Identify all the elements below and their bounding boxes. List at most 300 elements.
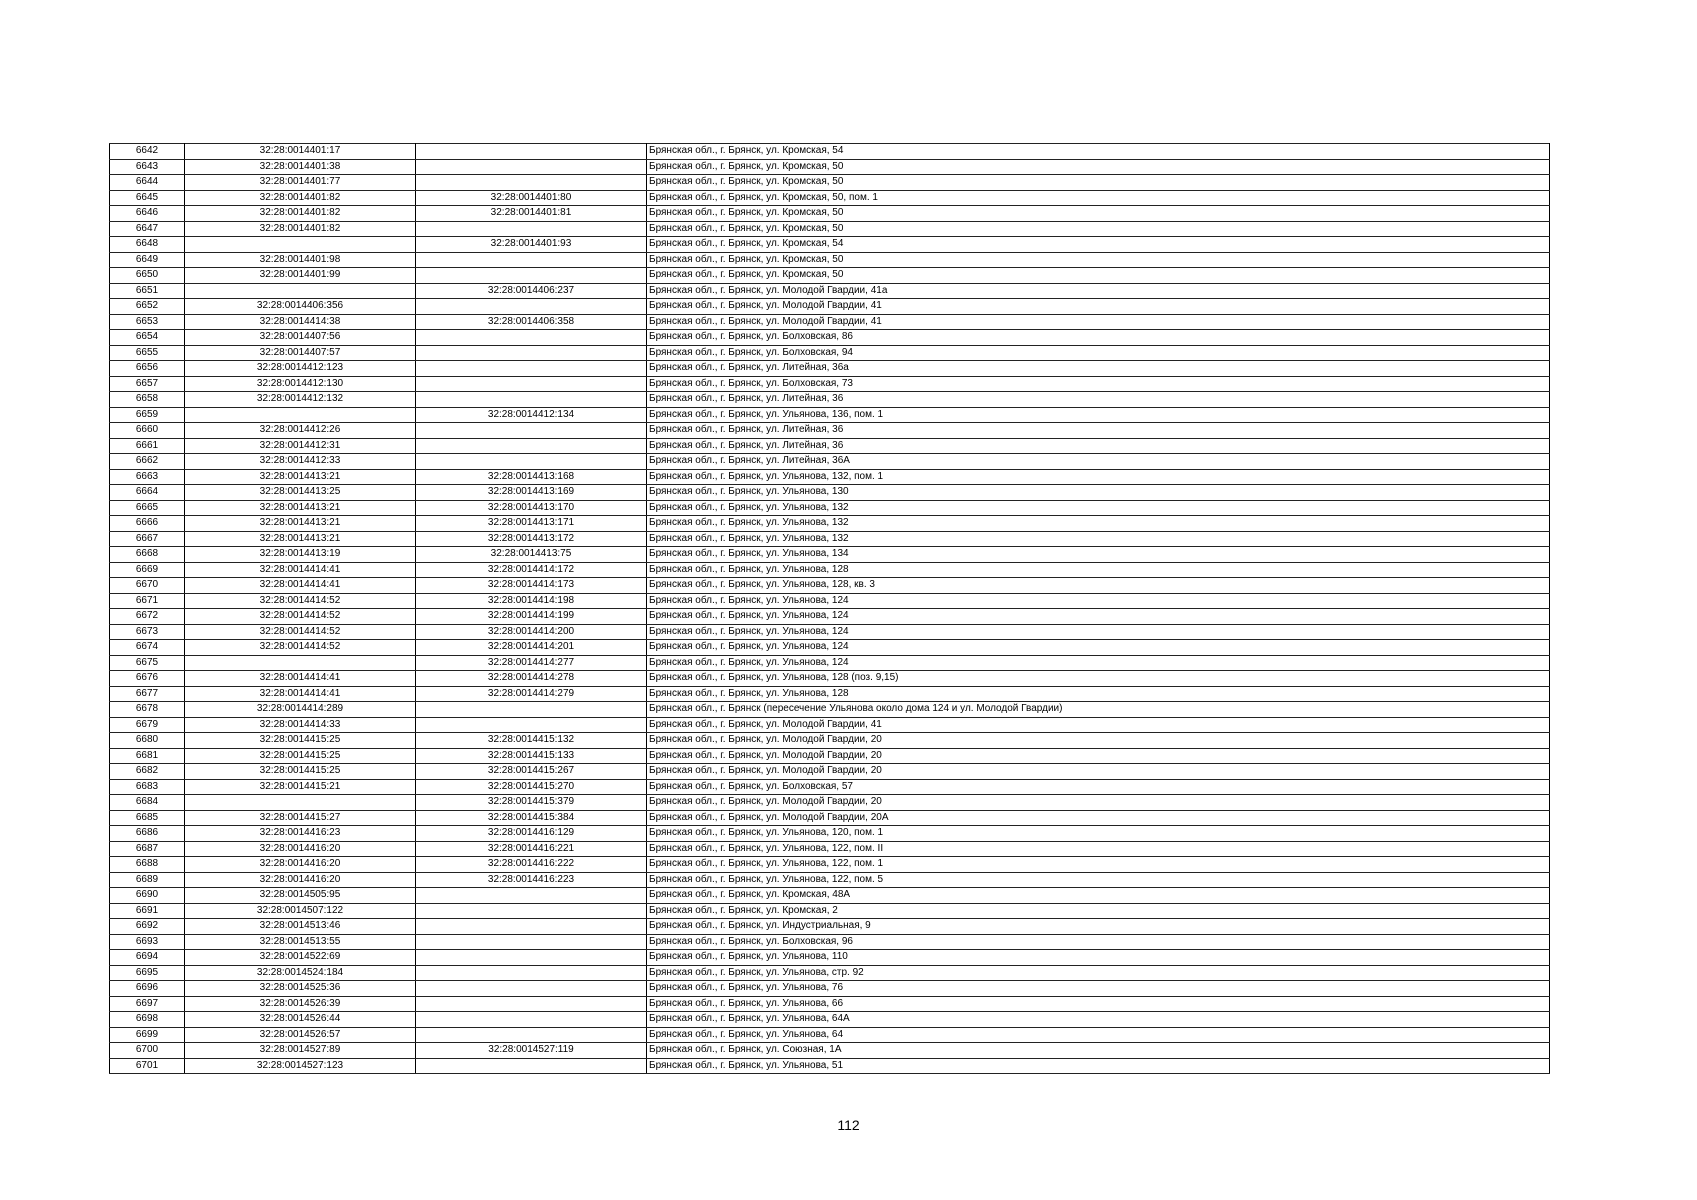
- address-cell: Брянская обл., г. Брянск, ул. Ульянова, 124: [647, 609, 1550, 625]
- table-row: [110, 733, 1550, 749]
- table-row: [110, 655, 1550, 671]
- row-number-cell: 6669: [110, 562, 185, 578]
- table-row: [110, 1043, 1550, 1059]
- cadastral-number-cell: 32:28:0014412:123: [185, 361, 416, 377]
- row-number-cell: 6701: [110, 1058, 185, 1074]
- table-row: [110, 221, 1550, 237]
- address-cell: Брянская обл., г. Брянск, ул. Болховская, 94: [647, 345, 1550, 361]
- table-row: [110, 159, 1550, 175]
- row-number-cell: 6676: [110, 671, 185, 687]
- related-cadastral-number-cell: [416, 144, 647, 160]
- table-row: [110, 175, 1550, 191]
- cadastral-number-cell: 32:28:0014416:20: [185, 872, 416, 888]
- address-cell: Брянская обл., г. Брянск, ул. Литейная, 36: [647, 392, 1550, 408]
- table-row: [110, 485, 1550, 501]
- cadastral-number-cell: 32:28:0014407:56: [185, 330, 416, 346]
- address-cell: Брянская обл., г. Брянск, ул. Ульянова, 132, пом. 1: [647, 469, 1550, 485]
- related-cadastral-number-cell: [416, 454, 647, 470]
- row-number-cell: 6658: [110, 392, 185, 408]
- table-row: [110, 857, 1550, 873]
- cadastral-number-cell: 32:28:0014413:21: [185, 469, 416, 485]
- address-cell: Брянская обл., г. Брянск, ул. Кромская, 50: [647, 159, 1550, 175]
- row-number-cell: 6643: [110, 159, 185, 175]
- cadastral-number-cell: 32:28:0014414:52: [185, 593, 416, 609]
- cadastral-number-cell: 32:28:0014412:26: [185, 423, 416, 439]
- address-cell: Брянская обл., г. Брянск, ул. Кромская, 50: [647, 221, 1550, 237]
- address-cell: Брянская обл., г. Брянск, ул. Болховская, 96: [647, 934, 1550, 950]
- cadastral-number-cell: 32:28:0014412:31: [185, 438, 416, 454]
- table-row: [110, 624, 1550, 640]
- cadastral-number-cell: 32:28:0014416:23: [185, 826, 416, 842]
- related-cadastral-number-cell: 32:28:0014413:170: [416, 500, 647, 516]
- row-number-cell: 6684: [110, 795, 185, 811]
- address-cell: Брянская обл., г. Брянск, ул. Ульянова, 124: [647, 593, 1550, 609]
- address-cell: Брянская обл., г. Брянск, ул. Болховская, 73: [647, 376, 1550, 392]
- table-row: [110, 314, 1550, 330]
- address-cell: Брянская обл., г. Брянск, ул. Кромская, 54: [647, 144, 1550, 160]
- row-number-cell: 6648: [110, 237, 185, 253]
- row-number-cell: 6683: [110, 779, 185, 795]
- table-row: [110, 454, 1550, 470]
- row-number-cell: 6649: [110, 252, 185, 268]
- row-number-cell: 6687: [110, 841, 185, 857]
- row-number-cell: 6686: [110, 826, 185, 842]
- address-cell: Брянская обл., г. Брянск (пересечение Ульянова около дома 124 и ул. Молодой Гвардии): [647, 702, 1550, 718]
- cadastral-number-cell: 32:28:0014415:25: [185, 748, 416, 764]
- table-row: [110, 361, 1550, 377]
- address-cell: Брянская обл., г. Брянск, ул. Ульянова, стр. 92: [647, 965, 1550, 981]
- address-cell: Брянская обл., г. Брянск, ул. Кромская, 48А: [647, 888, 1550, 904]
- cadastral-number-cell: 32:28:0014406:356: [185, 299, 416, 315]
- address-cell: Брянская обл., г. Брянск, ул. Ульянова, 122, пом. 5: [647, 872, 1550, 888]
- table-row: [110, 903, 1550, 919]
- cadastral-number-cell: 32:28:0014401:38: [185, 159, 416, 175]
- address-cell: Брянская обл., г. Брянск, ул. Ульянова, 136, пом. 1: [647, 407, 1550, 423]
- table-row: [110, 950, 1550, 966]
- cadastral-number-cell: 32:28:0014415:25: [185, 733, 416, 749]
- cadastral-number-cell: 32:28:0014412:132: [185, 392, 416, 408]
- related-cadastral-number-cell: 32:28:0014415:132: [416, 733, 647, 749]
- table-row: [110, 702, 1550, 718]
- address-cell: Брянская обл., г. Брянск, ул. Ульянова, 124: [647, 624, 1550, 640]
- table-row: [110, 717, 1550, 733]
- cadastral-number-cell: [185, 795, 416, 811]
- cadastral-number-cell: 32:28:0014414:41: [185, 671, 416, 687]
- table-row: [110, 562, 1550, 578]
- row-number-cell: 6642: [110, 144, 185, 160]
- row-number-cell: 6679: [110, 717, 185, 733]
- address-cell: Брянская обл., г. Брянск, ул. Союзная, 1А: [647, 1043, 1550, 1059]
- table-row: [110, 764, 1550, 780]
- related-cadastral-number-cell: 32:28:0014527:119: [416, 1043, 647, 1059]
- related-cadastral-number-cell: [416, 950, 647, 966]
- table-row: [110, 795, 1550, 811]
- cadastral-number-cell: 32:28:0014401:82: [185, 221, 416, 237]
- address-cell: Брянская обл., г. Брянск, ул. Ульянова, 110: [647, 950, 1550, 966]
- address-cell: Брянская обл., г. Брянск, ул. Кромская, 50, пом. 1: [647, 190, 1550, 206]
- related-cadastral-number-cell: [416, 888, 647, 904]
- related-cadastral-number-cell: [416, 330, 647, 346]
- row-number-cell: 6644: [110, 175, 185, 191]
- address-cell: Брянская обл., г. Брянск, ул. Ульянова, 132: [647, 516, 1550, 532]
- address-cell: Брянская обл., г. Брянск, ул. Молодой Гвардии, 20: [647, 795, 1550, 811]
- row-number-cell: 6655: [110, 345, 185, 361]
- registry-table: [109, 143, 1550, 1074]
- related-cadastral-number-cell: [416, 702, 647, 718]
- related-cadastral-number-cell: 32:28:0014413:75: [416, 547, 647, 563]
- related-cadastral-number-cell: [416, 268, 647, 284]
- cadastral-number-cell: 32:28:0014407:57: [185, 345, 416, 361]
- cadastral-number-cell: 32:28:0014415:25: [185, 764, 416, 780]
- row-number-cell: 6692: [110, 919, 185, 935]
- row-number-cell: 6680: [110, 733, 185, 749]
- address-cell: Брянская обл., г. Брянск, ул. Ульянова, 132: [647, 531, 1550, 547]
- cadastral-number-cell: 32:28:0014513:46: [185, 919, 416, 935]
- related-cadastral-number-cell: 32:28:0014414:198: [416, 593, 647, 609]
- table-row: [110, 345, 1550, 361]
- related-cadastral-number-cell: [416, 1012, 647, 1028]
- row-number-cell: 6690: [110, 888, 185, 904]
- address-cell: Брянская обл., г. Брянск, ул. Литейная, 36: [647, 438, 1550, 454]
- cadastral-number-cell: 32:28:0014526:39: [185, 996, 416, 1012]
- related-cadastral-number-cell: [416, 221, 647, 237]
- address-cell: Брянская обл., г. Брянск, ул. Ульянова, 122, пом. 1: [647, 857, 1550, 873]
- table-row: [110, 438, 1550, 454]
- related-cadastral-number-cell: [416, 423, 647, 439]
- related-cadastral-number-cell: [416, 965, 647, 981]
- address-cell: Брянская обл., г. Брянск, ул. Ульянова, 64А: [647, 1012, 1550, 1028]
- table-row: [110, 888, 1550, 904]
- cadastral-number-cell: 32:28:0014401:82: [185, 206, 416, 222]
- cadastral-number-cell: 32:28:0014414:52: [185, 609, 416, 625]
- related-cadastral-number-cell: [416, 438, 647, 454]
- row-number-cell: 6646: [110, 206, 185, 222]
- related-cadastral-number-cell: [416, 252, 647, 268]
- row-number-cell: 6653: [110, 314, 185, 330]
- related-cadastral-number-cell: 32:28:0014414:172: [416, 562, 647, 578]
- table-row: [110, 299, 1550, 315]
- address-cell: Брянская обл., г. Брянск, ул. Молодой Гвардии, 41: [647, 717, 1550, 733]
- table-row: [110, 593, 1550, 609]
- related-cadastral-number-cell: 32:28:0014413:169: [416, 485, 647, 501]
- table-row: [110, 609, 1550, 625]
- address-cell: Брянская обл., г. Брянск, ул. Ульянова, 124: [647, 655, 1550, 671]
- related-cadastral-number-cell: [416, 376, 647, 392]
- row-number-cell: 6659: [110, 407, 185, 423]
- table-row: [110, 1058, 1550, 1074]
- related-cadastral-number-cell: [416, 996, 647, 1012]
- row-number-cell: 6673: [110, 624, 185, 640]
- row-number-cell: 6689: [110, 872, 185, 888]
- row-number-cell: 6688: [110, 857, 185, 873]
- row-number-cell: 6674: [110, 640, 185, 656]
- row-number-cell: 6663: [110, 469, 185, 485]
- table-row: [110, 283, 1550, 299]
- related-cadastral-number-cell: 32:28:0014401:81: [416, 206, 647, 222]
- related-cadastral-number-cell: 32:28:0014401:93: [416, 237, 647, 253]
- table-row: [110, 376, 1550, 392]
- cadastral-number-cell: 32:28:0014414:38: [185, 314, 416, 330]
- address-cell: Брянская обл., г. Брянск, ул. Кромская, 54: [647, 237, 1550, 253]
- address-cell: Брянская обл., г. Брянск, ул. Молодой Гвардии, 41а: [647, 283, 1550, 299]
- cadastral-number-cell: 32:28:0014507:122: [185, 903, 416, 919]
- cadastral-number-cell: 32:28:0014414:41: [185, 686, 416, 702]
- table-row: [110, 686, 1550, 702]
- row-number-cell: 6700: [110, 1043, 185, 1059]
- table-row: [110, 268, 1550, 284]
- address-cell: Брянская обл., г. Брянск, ул. Молодой Гвардии, 20: [647, 764, 1550, 780]
- page-number: 112: [837, 1117, 860, 1133]
- address-cell: Брянская обл., г. Брянск, ул. Кромская, 50: [647, 175, 1550, 191]
- row-number-cell: 6652: [110, 299, 185, 315]
- address-cell: Брянская обл., г. Брянск, ул. Кромская, 50: [647, 268, 1550, 284]
- cadastral-number-cell: 32:28:0014413:21: [185, 531, 416, 547]
- related-cadastral-number-cell: [416, 159, 647, 175]
- cadastral-number-cell: 32:28:0014401:98: [185, 252, 416, 268]
- cadastral-number-cell: 32:28:0014415:27: [185, 810, 416, 826]
- row-number-cell: 6647: [110, 221, 185, 237]
- cadastral-number-cell: 32:28:0014416:20: [185, 857, 416, 873]
- cadastral-number-cell: 32:28:0014527:123: [185, 1058, 416, 1074]
- table-row: [110, 423, 1550, 439]
- cadastral-number-cell: 32:28:0014412:33: [185, 454, 416, 470]
- cadastral-number-cell: 32:28:0014401:99: [185, 268, 416, 284]
- table-row: [110, 547, 1550, 563]
- cadastral-number-cell: 32:28:0014414:41: [185, 562, 416, 578]
- table-row: [110, 469, 1550, 485]
- table-row: [110, 144, 1550, 160]
- cadastral-number-cell: 32:28:0014414:52: [185, 640, 416, 656]
- address-cell: Брянская обл., г. Брянск, ул. Литейная, 36: [647, 423, 1550, 439]
- row-number-cell: 6650: [110, 268, 185, 284]
- related-cadastral-number-cell: 32:28:0014414:278: [416, 671, 647, 687]
- table-row: [110, 748, 1550, 764]
- table-row: [110, 252, 1550, 268]
- related-cadastral-number-cell: 32:28:0014406:358: [416, 314, 647, 330]
- row-number-cell: 6651: [110, 283, 185, 299]
- cadastral-number-cell: [185, 237, 416, 253]
- address-cell: Брянская обл., г. Брянск, ул. Кромская, 50: [647, 252, 1550, 268]
- row-number-cell: 6681: [110, 748, 185, 764]
- table-row: [110, 578, 1550, 594]
- related-cadastral-number-cell: [416, 392, 647, 408]
- address-cell: Брянская обл., г. Брянск, ул. Молодой Гвардии, 20: [647, 733, 1550, 749]
- table-row: [110, 392, 1550, 408]
- cadastral-number-cell: 32:28:0014401:82: [185, 190, 416, 206]
- row-number-cell: 6664: [110, 485, 185, 501]
- table-row: [110, 872, 1550, 888]
- address-cell: Брянская обл., г. Брянск, ул. Ульянова, 122, пом. II: [647, 841, 1550, 857]
- cadastral-number-cell: 32:28:0014522:69: [185, 950, 416, 966]
- table-row: [110, 407, 1550, 423]
- related-cadastral-number-cell: [416, 717, 647, 733]
- table-row: [110, 934, 1550, 950]
- table-row: [110, 996, 1550, 1012]
- related-cadastral-number-cell: 32:28:0014416:223: [416, 872, 647, 888]
- cadastral-number-cell: 32:28:0014525:36: [185, 981, 416, 997]
- table-row: [110, 919, 1550, 935]
- row-number-cell: 6677: [110, 686, 185, 702]
- table-row: [110, 981, 1550, 997]
- cadastral-number-cell: 32:28:0014527:89: [185, 1043, 416, 1059]
- row-number-cell: 6661: [110, 438, 185, 454]
- related-cadastral-number-cell: 32:28:0014413:171: [416, 516, 647, 532]
- related-cadastral-number-cell: 32:28:0014414:277: [416, 655, 647, 671]
- row-number-cell: 6691: [110, 903, 185, 919]
- row-number-cell: 6696: [110, 981, 185, 997]
- related-cadastral-number-cell: [416, 981, 647, 997]
- cadastral-number-cell: 32:28:0014414:289: [185, 702, 416, 718]
- table-row: [110, 640, 1550, 656]
- cadastral-number-cell: [185, 655, 416, 671]
- cadastral-number-cell: 32:28:0014413:21: [185, 516, 416, 532]
- row-number-cell: 6685: [110, 810, 185, 826]
- row-number-cell: 6670: [110, 578, 185, 594]
- related-cadastral-number-cell: 32:28:0014415:133: [416, 748, 647, 764]
- related-cadastral-number-cell: 32:28:0014415:267: [416, 764, 647, 780]
- cadastral-number-cell: 32:28:0014505:95: [185, 888, 416, 904]
- table-row: [110, 1012, 1550, 1028]
- table-row: [110, 671, 1550, 687]
- related-cadastral-number-cell: 32:28:0014415:379: [416, 795, 647, 811]
- row-number-cell: 6699: [110, 1027, 185, 1043]
- row-number-cell: 6682: [110, 764, 185, 780]
- related-cadastral-number-cell: [416, 903, 647, 919]
- related-cadastral-number-cell: [416, 1058, 647, 1074]
- row-number-cell: 6660: [110, 423, 185, 439]
- address-cell: Брянская обл., г. Брянск, ул. Ульянова, 66: [647, 996, 1550, 1012]
- row-number-cell: 6695: [110, 965, 185, 981]
- address-cell: Брянская обл., г. Брянск, ул. Молодой Гвардии, 41: [647, 314, 1550, 330]
- row-number-cell: 6693: [110, 934, 185, 950]
- cadastral-number-cell: 32:28:0014416:20: [185, 841, 416, 857]
- related-cadastral-number-cell: [416, 299, 647, 315]
- row-number-cell: 6697: [110, 996, 185, 1012]
- row-number-cell: 6668: [110, 547, 185, 563]
- row-number-cell: 6662: [110, 454, 185, 470]
- address-cell: Брянская обл., г. Брянск, ул. Ульянова, 128: [647, 686, 1550, 702]
- address-cell: Брянская обл., г. Брянск, ул. Кромская, 50: [647, 206, 1550, 222]
- address-cell: Брянская обл., г. Брянск, ул. Молодой Гвардии, 20А: [647, 810, 1550, 826]
- row-number-cell: 6654: [110, 330, 185, 346]
- cadastral-number-cell: 32:28:0014401:77: [185, 175, 416, 191]
- address-cell: Брянская обл., г. Брянск, ул. Индустриальная, 9: [647, 919, 1550, 935]
- table-row: [110, 826, 1550, 842]
- address-cell: Брянская обл., г. Брянск, ул. Болховская, 57: [647, 779, 1550, 795]
- address-cell: Брянская обл., г. Брянск, ул. Ульянова, 128 (поз. 9,15): [647, 671, 1550, 687]
- row-number-cell: 6665: [110, 500, 185, 516]
- cadastral-number-cell: 32:28:0014413:21: [185, 500, 416, 516]
- cadastral-number-cell: 32:28:0014414:41: [185, 578, 416, 594]
- table-row: [110, 330, 1550, 346]
- cadastral-number-cell: [185, 283, 416, 299]
- table-row: [110, 1027, 1550, 1043]
- address-cell: Брянская обл., г. Брянск, ул. Литейная, 36А: [647, 454, 1550, 470]
- address-cell: Брянская обл., г. Брянск, ул. Ульянова, 76: [647, 981, 1550, 997]
- cadastral-number-cell: [185, 407, 416, 423]
- related-cadastral-number-cell: 32:28:0014406:237: [416, 283, 647, 299]
- table-row: [110, 531, 1550, 547]
- address-cell: Брянская обл., г. Брянск, ул. Кромская, 2: [647, 903, 1550, 919]
- row-number-cell: 6656: [110, 361, 185, 377]
- cadastral-number-cell: 32:28:0014526:57: [185, 1027, 416, 1043]
- related-cadastral-number-cell: 32:28:0014416:129: [416, 826, 647, 842]
- cadastral-number-cell: 32:28:0014414:33: [185, 717, 416, 733]
- table-row: [110, 516, 1550, 532]
- address-cell: Брянская обл., г. Брянск, ул. Литейная, 36а: [647, 361, 1550, 377]
- address-cell: Брянская обл., г. Брянск, ул. Ульянова, 64: [647, 1027, 1550, 1043]
- address-cell: Брянская обл., г. Брянск, ул. Ульянова, 128: [647, 562, 1550, 578]
- cadastral-number-cell: 32:28:0014526:44: [185, 1012, 416, 1028]
- address-cell: Брянская обл., г. Брянск, ул. Ульянова, 51: [647, 1058, 1550, 1074]
- related-cadastral-number-cell: [416, 345, 647, 361]
- table-row: [110, 500, 1550, 516]
- cadastral-number-cell: 32:28:0014401:17: [185, 144, 416, 160]
- related-cadastral-number-cell: 32:28:0014415:384: [416, 810, 647, 826]
- related-cadastral-number-cell: 32:28:0014416:222: [416, 857, 647, 873]
- cadastral-number-cell: 32:28:0014524:184: [185, 965, 416, 981]
- related-cadastral-number-cell: 32:28:0014401:80: [416, 190, 647, 206]
- address-cell: Брянская обл., г. Брянск, ул. Ульянова, 124: [647, 640, 1550, 656]
- row-number-cell: 6657: [110, 376, 185, 392]
- related-cadastral-number-cell: [416, 175, 647, 191]
- address-cell: Брянская обл., г. Брянск, ул. Болховская, 86: [647, 330, 1550, 346]
- table-row: [110, 841, 1550, 857]
- row-number-cell: 6666: [110, 516, 185, 532]
- address-cell: Брянская обл., г. Брянск, ул. Молодой Гвардии, 41: [647, 299, 1550, 315]
- cadastral-number-cell: 32:28:0014414:52: [185, 624, 416, 640]
- related-cadastral-number-cell: 32:28:0014414:199: [416, 609, 647, 625]
- related-cadastral-number-cell: 32:28:0014412:134: [416, 407, 647, 423]
- address-cell: Брянская обл., г. Брянск, ул. Молодой Гвардии, 20: [647, 748, 1550, 764]
- row-number-cell: 6672: [110, 609, 185, 625]
- table-row: [110, 190, 1550, 206]
- table-row: [110, 779, 1550, 795]
- related-cadastral-number-cell: 32:28:0014414:200: [416, 624, 647, 640]
- table-row: [110, 206, 1550, 222]
- table-row: [110, 237, 1550, 253]
- cadastral-number-cell: 32:28:0014413:19: [185, 547, 416, 563]
- cadastral-number-cell: 32:28:0014412:130: [185, 376, 416, 392]
- row-number-cell: 6678: [110, 702, 185, 718]
- address-cell: Брянская обл., г. Брянск, ул. Ульянова, 132: [647, 500, 1550, 516]
- related-cadastral-number-cell: [416, 934, 647, 950]
- related-cadastral-number-cell: 32:28:0014414:173: [416, 578, 647, 594]
- address-cell: Брянская обл., г. Брянск, ул. Ульянова, 128, кв. 3: [647, 578, 1550, 594]
- row-number-cell: 6667: [110, 531, 185, 547]
- address-cell: Брянская обл., г. Брянск, ул. Ульянова, 120, пом. 1: [647, 826, 1550, 842]
- row-number-cell: 6698: [110, 1012, 185, 1028]
- related-cadastral-number-cell: 32:28:0014413:168: [416, 469, 647, 485]
- table-row: [110, 965, 1550, 981]
- address-cell: Брянская обл., г. Брянск, ул. Ульянова, 134: [647, 547, 1550, 563]
- related-cadastral-number-cell: 32:28:0014414:201: [416, 640, 647, 656]
- address-cell: Брянская обл., г. Брянск, ул. Ульянова, 130: [647, 485, 1550, 501]
- related-cadastral-number-cell: 32:28:0014416:221: [416, 841, 647, 857]
- related-cadastral-number-cell: 32:28:0014413:172: [416, 531, 647, 547]
- row-number-cell: 6645: [110, 190, 185, 206]
- table-row: [110, 810, 1550, 826]
- related-cadastral-number-cell: [416, 361, 647, 377]
- registry-table-body: [110, 144, 1550, 1074]
- cadastral-number-cell: 32:28:0014513:55: [185, 934, 416, 950]
- related-cadastral-number-cell: 32:28:0014415:270: [416, 779, 647, 795]
- cadastral-number-cell: 32:28:0014413:25: [185, 485, 416, 501]
- row-number-cell: 6671: [110, 593, 185, 609]
- related-cadastral-number-cell: 32:28:0014414:279: [416, 686, 647, 702]
- row-number-cell: 6675: [110, 655, 185, 671]
- row-number-cell: 6694: [110, 950, 185, 966]
